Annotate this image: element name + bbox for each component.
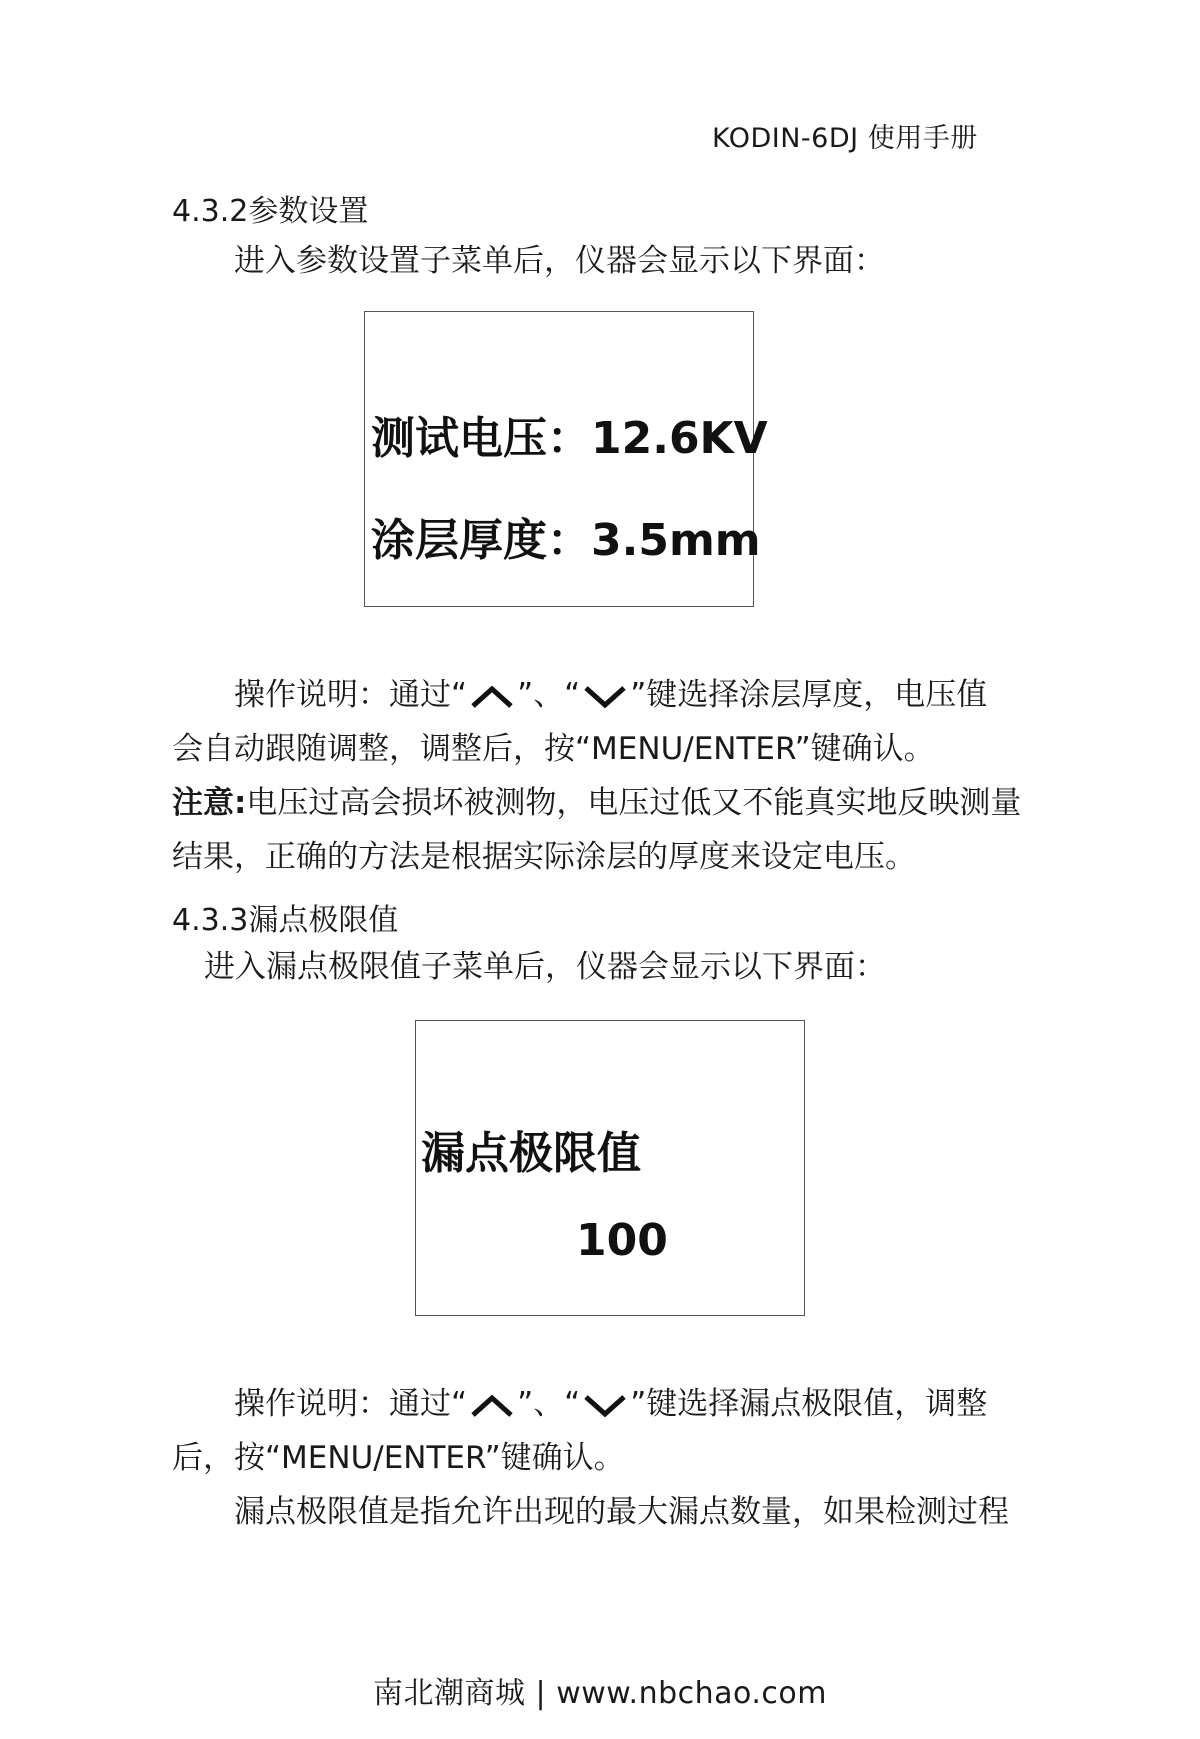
instruction-line [234,1377,987,1431]
lcd-leak-limit-title: 漏点极限值 [421,1128,641,1179]
lcd-voltage-line: 测试电压：12.6KV [371,413,768,464]
chevron-up-icon [469,685,515,709]
section-heading-parameter-settings: 4.3.2参数设置 [172,194,369,229]
lcd-leak-limit-value: 100 [576,1215,668,1266]
footer: 南北潮商城 | www.nbchao.com [373,1676,827,1711]
close-quote: ” [517,677,534,713]
note-text: 电压过高会损坏被测物，电压过低又不能真实地反映测量 [246,785,1022,821]
instruction-suffix: 键选择漏点极限值，调整 [646,1386,988,1422]
instruction-line [234,668,987,722]
instruction-suffix: 键选择涂层厚度，电压值 [646,677,988,713]
lcd-screen-leak-limit [415,1020,805,1316]
instruction-line-2: 会自动跟随调整，调整后，按“MENU/ENTER”键确认。 [172,731,935,767]
lcd-thickness-line: 涂层厚度：3.5mm [371,515,761,566]
separator: 、 [533,1386,565,1422]
separator: 、 [533,677,565,713]
close-quote: ” [517,1386,534,1422]
section-intro: 进入漏点极限值子菜单后，仪器会显示以下界面： [204,949,886,985]
close-quote: ” [630,1386,647,1422]
instruction-prefix: 操作说明：通过 [234,677,451,713]
note-line-2: 结果，正确的方法是根据实际涂层的厚度来设定电压。 [172,839,916,875]
open-quote: “ [451,677,468,713]
open-quote: “ [451,1386,468,1422]
section-heading-leak-limit: 4.3.3漏点极限值 [172,903,399,938]
page-header: KODIN-6DJ 使用手册 [712,123,978,154]
note-label: 注意: [172,785,247,821]
lcd-screen-parameter-settings [364,311,768,607]
chevron-down-icon [582,1394,628,1418]
chevron-down-icon [582,685,628,709]
note-line-1 [172,776,1021,830]
open-quote: “ [564,677,581,713]
open-quote: “ [564,1386,581,1422]
description-line: 漏点极限值是指允许出现的最大漏点数量，如果检测过程 [234,1494,1009,1530]
instruction-line-2: 后，按“MENU/ENTER”键确认。 [172,1440,625,1476]
section-intro: 进入参数设置子菜单后，仪器会显示以下界面： [234,243,885,279]
instruction-prefix: 操作说明：通过 [234,1386,451,1422]
close-quote: ” [630,677,647,713]
chevron-up-icon [469,1394,515,1418]
